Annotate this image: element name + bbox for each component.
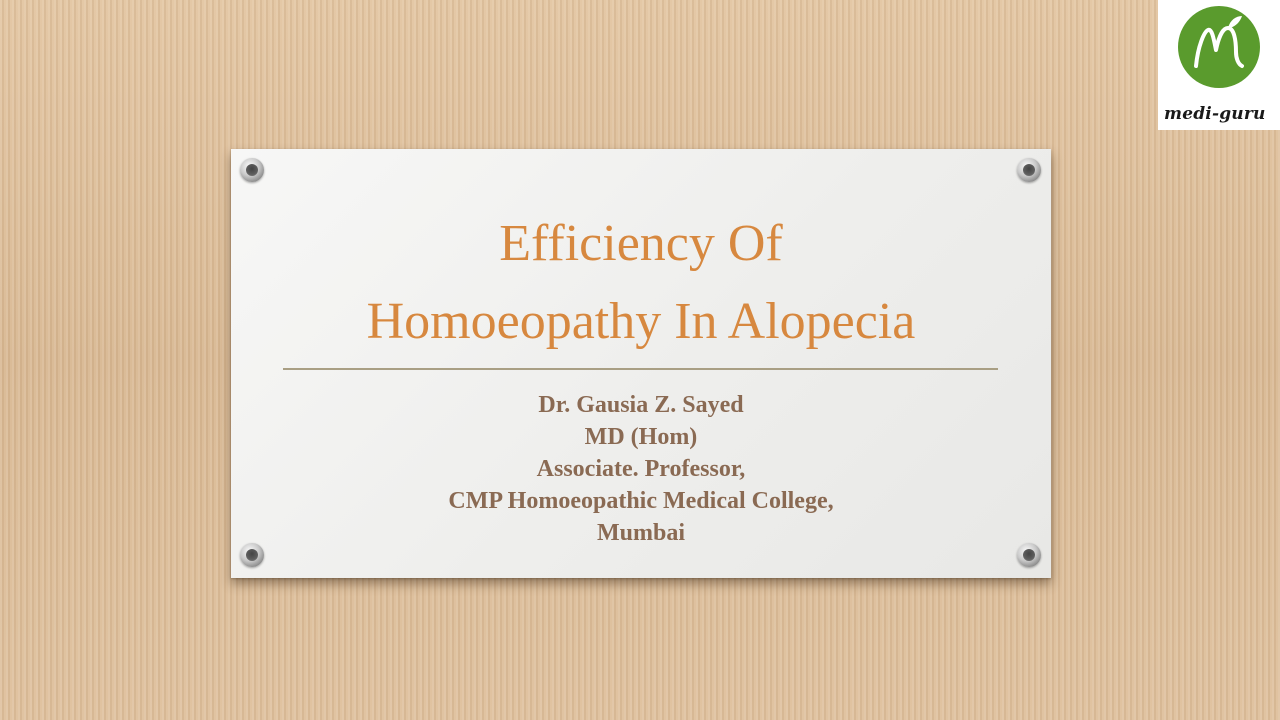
author-info xyxy=(231,389,1051,549)
slide-title-line2: Homoeopathy In Alopecia xyxy=(366,293,916,350)
title-card xyxy=(231,149,1051,578)
logo-text: medi-guru xyxy=(1164,104,1266,124)
author-position: Associate. Professor, xyxy=(536,456,746,482)
leaf-m-icon xyxy=(1178,6,1260,88)
grommet-icon xyxy=(1017,158,1041,182)
grommet-icon xyxy=(240,158,264,182)
slide-title xyxy=(231,205,1051,361)
medi-guru-logo xyxy=(1158,0,1280,130)
slide-title-line1: Efficiency Of xyxy=(499,215,783,272)
title-divider xyxy=(283,368,998,370)
author-degree: MD (Hom) xyxy=(584,424,698,450)
author-name: Dr. Gausia Z. Sayed xyxy=(538,392,744,418)
author-institution: CMP Homoeopathic Medical College, xyxy=(448,488,834,514)
author-city: Mumbai xyxy=(596,520,685,546)
